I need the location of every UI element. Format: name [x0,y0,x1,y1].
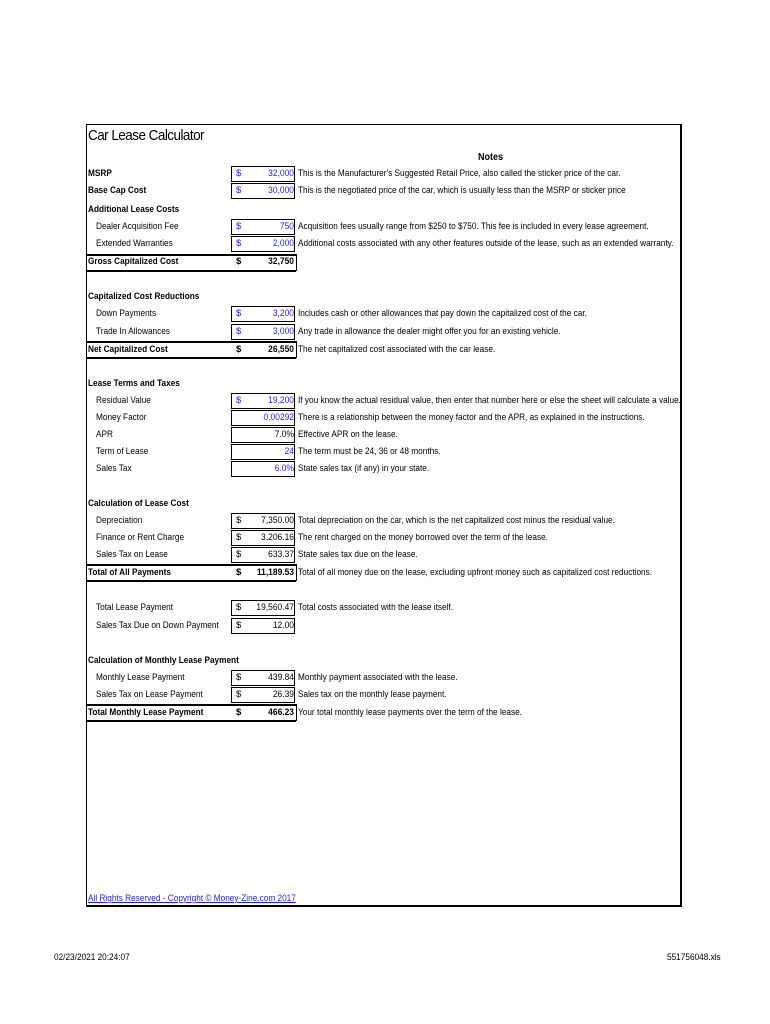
reductions-header: Capitalized Cost Reductions [88,291,200,302]
monthly-tax-currency: $ [236,689,242,700]
trade-in-value[interactable]: 3,000 [272,326,294,337]
net-bottom-rule [86,357,296,359]
total-monthly-label: Total Monthly Lease Payment [88,707,204,718]
base-cap-cost-note: This is the negotiated price of the car, which is usually less than the MSRP or sticker price [298,185,626,196]
base-cap-cost-label: Base Cap Cost [88,185,147,196]
msrp-note: This is the Manufacturer's Suggested Retail Price, also called the sticker price of the car. [298,168,621,179]
finance-charge-currency: $ [236,532,242,543]
msrp-label: MSRP [88,168,112,179]
finance-charge-value: 3,206.16 [261,532,294,543]
term-value[interactable]: 24 [284,446,294,457]
net-cap-cost-label: Net Capitalized Cost [88,344,168,355]
dealer-fee-note: Acquisition fees usually range from $250 to $750. This fee is included in every lease agreement. [298,221,649,232]
down-payments-note: Includes cash or other allowances that pay down the capitalized cost of the car. [298,308,587,319]
monthly-tax-value: 26.39 [272,689,294,700]
total-payments-label: Total of All Payments [88,567,171,578]
base-cap-cost-value[interactable]: 30,000 [268,185,294,196]
net-cap-cost-note: The net capitalized cost associated with the car lease. [298,344,496,355]
money-factor-note: There is a relationship between the money factor and the APR, as explained in the instructions. [298,412,645,423]
total-payments-note: Total of all money due on the lease, excluding upfront money such as capitalized cost reductions. [298,567,653,578]
monthly-payment-note: Monthly payment associated with the lease. [298,672,458,683]
depreciation-currency: $ [236,515,242,526]
additional-costs-header: Additional Lease Costs [88,204,180,215]
terms-header: Lease Terms and Taxes [88,378,180,389]
apr-value: 7.0% [274,429,294,440]
gross-bottom-rule [86,270,296,272]
msrp-value[interactable]: 32,000 [268,168,294,179]
msrp-currency: $ [236,168,242,179]
dealer-fee-label: Dealer Acquisition Fee [96,221,179,232]
extended-warranties-label: Extended Warranties [96,238,173,249]
total-payments-currency: $ [236,567,242,578]
finance-charge-label: Finance or Rent Charge [96,532,185,543]
extended-warranties-currency: $ [236,238,242,249]
sales-tax-down-value: 12.00 [272,620,294,631]
total-top-rule [86,564,296,566]
term-label: Term of Lease [96,446,149,457]
down-payments-label: Down Payments [96,308,157,319]
finance-charge-note: The rent charged on the money borrowed over the term of the lease. [298,532,548,543]
monthly-payment-currency: $ [236,672,242,683]
monthly-payment-value: 439.84 [268,672,294,683]
money-factor-value[interactable]: 0.00292 [263,412,294,423]
residual-value-label: Residual Value [96,395,151,406]
dealer-fee-currency: $ [236,221,242,232]
net-cap-cost-currency: $ [236,344,242,355]
sales-tax-down-label: Sales Tax Due on Down Payment [96,620,219,631]
trade-in-currency: $ [236,326,242,337]
page-title: Car Lease Calculator [88,127,205,144]
apr-note: Effective APR on the lease. [298,429,398,440]
total-bottom-rule [86,580,296,582]
file-name: 551756048.xls [667,952,721,963]
net-top-rule [86,341,296,343]
depreciation-label: Depreciation [96,515,143,526]
total-monthly-currency: $ [236,707,242,718]
monthly-total-right-rule [296,704,297,721]
net-cap-cost-value: 26,550 [268,344,294,355]
money-factor-label: Money Factor [96,412,147,423]
sales-tax-lease-currency: $ [236,549,242,560]
gross-cap-cost-currency: $ [236,256,242,267]
total-monthly-note: Your total monthly lease payments over the term of the lease. [298,707,522,718]
residual-value-currency: $ [236,395,242,406]
sales-tax-note: State sales tax (if any) in your state. [298,463,430,474]
monthly-payment-label: Monthly Lease Payment [96,672,185,683]
trade-in-label: Trade In Allowances [96,326,171,337]
sales-tax-down-currency: $ [236,620,242,631]
gross-cap-cost-label: Gross Capitalized Cost [88,256,179,267]
sales-tax-lease-value: 633.37 [268,549,294,560]
extended-warranties-note: Additional costs associated with any other features outside of the lease, such as an extended warranty. [298,238,674,249]
gross-right-rule [296,254,297,271]
net-right-rule [296,341,297,358]
depreciation-note: Total depreciation on the car, which is the net capitalized cost minus the residual value. [298,515,615,526]
total-lease-payment-currency: $ [236,602,242,613]
sales-tax-lease-label: Sales Tax on Lease [96,549,168,560]
print-date: 02/23/2021 20:24:07 [54,952,130,963]
gross-cap-cost-value: 32,750 [268,256,294,267]
total-lease-payment-value: 19,560.47 [256,602,294,613]
base-cap-cost-currency: $ [236,185,242,196]
monthly-tax-note: Sales tax on the monthly lease payment. [298,689,447,700]
monthly-total-top-rule [86,704,296,706]
extended-warranties-value[interactable]: 2,000 [272,238,294,249]
sales-tax-label: Sales Tax [96,463,132,474]
monthly-tax-label: Sales Tax on Lease Payment [96,689,203,700]
sales-tax-value[interactable]: 6.0% [274,463,294,474]
term-note: The term must be 24, 36 or 48 months. [298,446,441,457]
total-lease-payment-label: Total Lease Payment [96,602,174,613]
monthly-total-bottom-rule [86,720,296,722]
residual-value-value[interactable]: 19,200 [268,395,294,406]
copyright-link[interactable]: All Rights Reserved - Copyright © Money-Zine.com 2017 [88,893,296,904]
calc-header: Calculation of Lease Cost [88,498,189,509]
residual-value-note: If you know the actual residual value, then enter that number here or else the sheet will calculate a value. [298,395,681,406]
total-right-rule [296,564,297,581]
depreciation-value: 7,350.00 [261,515,294,526]
monthly-header: Calculation of Monthly Lease Payment [88,655,239,666]
dealer-fee-value[interactable]: 750 [279,221,294,232]
trade-in-note: Any trade in allowance the dealer might offer you for an existing vehicle. [298,326,561,337]
total-lease-payment-note: Total costs associated with the lease itself. [298,602,454,613]
apr-label: APR [96,429,113,440]
down-payments-value[interactable]: 3,200 [272,308,294,319]
total-monthly-value: 466.23 [268,707,294,718]
sales-tax-lease-note: State sales tax due on the lease. [298,549,418,560]
down-payments-currency: $ [236,308,242,319]
notes-header: Notes [478,152,504,163]
total-payments-value: 11,189.53 [256,567,294,578]
